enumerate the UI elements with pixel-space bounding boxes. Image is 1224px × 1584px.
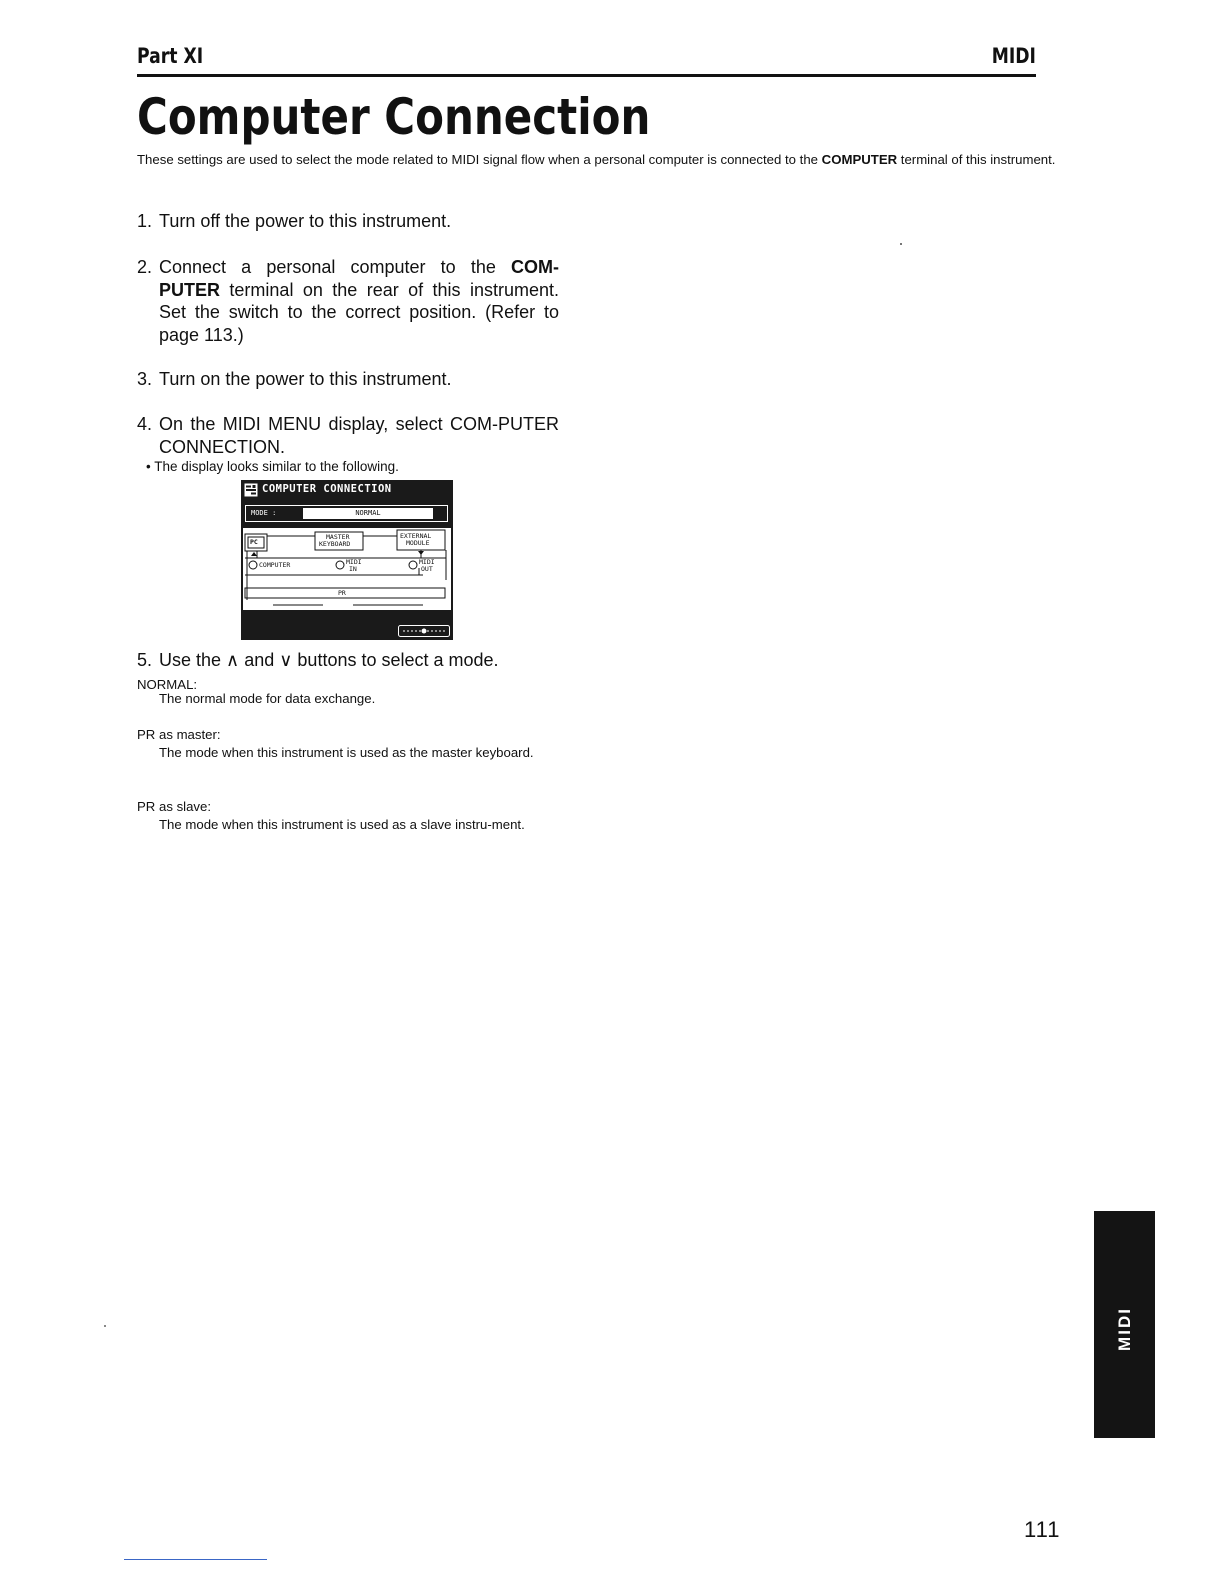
lcd-pr-label: PR — [338, 589, 346, 597]
midi-menu-icon — [244, 483, 258, 497]
lcd-external-label-1: EXTERNAL — [400, 532, 432, 540]
lcd-midi-in-label-2: IN — [349, 565, 357, 573]
step-text-after: terminal on the rear of this instrument. Set the switch to the correct position. (Refer to page 113.) — [159, 279, 559, 345]
step-3 — [137, 368, 559, 391]
lcd-display-illustration — [241, 480, 453, 640]
step-text-before: Connect a personal computer to the — [159, 257, 511, 277]
lcd-midi-in-label-1: MIDI — [346, 558, 362, 566]
display-note: • The display looks similar to the following. — [146, 459, 399, 474]
step-number: 5. — [137, 650, 153, 670]
page-number: 111 — [1024, 1517, 1061, 1542]
lcd-title-bar — [241, 480, 453, 500]
page-switch-icon — [398, 625, 450, 637]
step-number: 2. — [137, 257, 153, 277]
header-section-label: MIDI — [991, 44, 1036, 68]
mode-name-normal: NORMAL: — [137, 677, 198, 692]
header-divider — [137, 74, 1036, 77]
step-text: Use the ∧ and ∨ buttons to select a mode. — [159, 650, 499, 670]
header-part-label: Part XI — [137, 44, 204, 68]
lcd-external-label-2: MODULE — [406, 539, 430, 547]
lcd-mode-label: MODE : — [251, 509, 277, 517]
page-title: Computer Connection — [137, 88, 651, 146]
lcd-master-label-2: KEYBOARD — [319, 540, 351, 548]
step-number: 1. — [137, 211, 153, 231]
lcd-master-label-1: MASTER — [326, 533, 350, 541]
lcd-mode-field — [245, 505, 448, 522]
step-number: 4. — [137, 414, 153, 434]
mode-desc-pr-master: The mode when this instrument is used as the master keyboard. — [159, 745, 534, 760]
step-number: 3. — [137, 369, 153, 389]
step-5 — [137, 649, 559, 672]
step-1 — [137, 210, 559, 233]
step-4 — [137, 413, 559, 458]
side-tab-label: MIDI — [1114, 1307, 1134, 1351]
intro-text-before: These settings are used to select the mode related to MIDI signal flow when a personal computer is connected to the — [137, 152, 822, 167]
lcd-mode-value: NORMAL — [355, 509, 381, 517]
footer-rule — [124, 1559, 267, 1560]
step-text: Turn off the power to this instrument. — [159, 211, 452, 231]
step-2 — [137, 256, 559, 346]
lcd-computer-label: COMPUTER — [259, 561, 291, 569]
step-text: On the MIDI MENU display, select COM-PUTER CONNECTION. — [159, 414, 559, 457]
mode-name-pr-slave: PR as slave: — [137, 799, 212, 814]
section-side-tab — [1094, 1211, 1155, 1438]
mode-desc-normal: The normal mode for data exchange. — [159, 691, 376, 706]
mode-name-pr-master: PR as master: — [137, 727, 221, 742]
lcd-connection-diagram — [243, 528, 451, 610]
lcd-title: COMPUTER CONNECTION — [262, 483, 392, 495]
step-bold-term: COM-PUTER — [159, 257, 559, 300]
intro-text-after: terminal of this instrument. — [897, 152, 1056, 167]
lcd-pc-label: PC — [250, 538, 258, 546]
intro-bold-term: COMPUTER — [821, 152, 898, 167]
step-text — [159, 256, 559, 346]
scan-speck — [900, 243, 902, 245]
lcd-midi-out-label-1: MIDI — [419, 558, 435, 566]
intro-paragraph — [137, 151, 1057, 169]
step-text: Turn on the power to this instrument. — [159, 369, 452, 389]
lcd-midi-out-label-2: OUT — [421, 565, 433, 573]
scan-speck — [104, 1325, 106, 1327]
mode-desc-pr-slave: The mode when this instrument is used as a slave instru-ment. — [159, 817, 525, 832]
